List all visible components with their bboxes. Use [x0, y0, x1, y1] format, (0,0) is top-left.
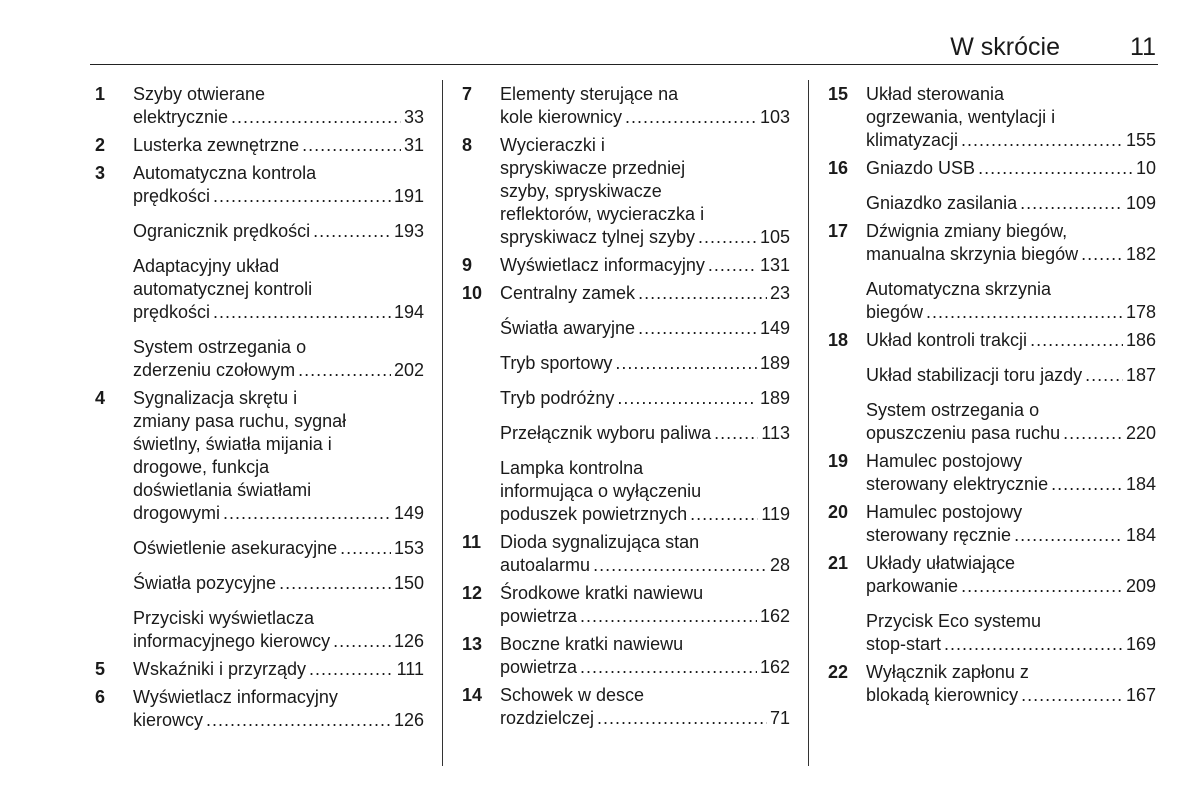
dot-leader — [638, 317, 757, 340]
entry-text: Układ kontroli trakcji — [866, 330, 1028, 350]
entry-number: 12 — [462, 583, 483, 603]
entry-text: Schowek w desce — [500, 685, 645, 705]
entry-last-line — [866, 684, 1156, 707]
entry-last-line — [500, 254, 790, 277]
entry-number: 10 — [462, 283, 483, 303]
dot-leader — [593, 554, 767, 577]
entry-text: powietrza — [500, 606, 578, 626]
dot-leader — [961, 575, 1123, 598]
index-entry — [462, 422, 790, 445]
entry-text: Automatyczna kontrola — [133, 163, 317, 183]
entry-page-number: 150 — [393, 573, 424, 593]
entry-text: Wyświetlacz informacyjny — [133, 687, 338, 707]
entry-last-line — [500, 352, 790, 375]
dot-leader — [309, 658, 394, 681]
index-entry — [828, 661, 1156, 707]
entry-page-number: 153 — [393, 538, 424, 558]
dot-leader — [698, 226, 757, 249]
entry-text: Dioda sygnalizująca stan — [500, 532, 700, 552]
entry-last-line — [866, 157, 1156, 180]
entry-text: Ogranicznik prędkości — [133, 221, 311, 241]
entry-page-number: 149 — [393, 503, 424, 523]
index-entry — [828, 329, 1156, 352]
entry-text: świetlny, światła mijania i — [133, 434, 332, 454]
entry-text: klimatyzacji — [866, 130, 959, 150]
index-entry — [462, 387, 790, 410]
entry-text: Hamulec postojowy — [866, 451, 1023, 471]
entry-text: sterowany elektrycznie — [866, 474, 1049, 494]
entry-text: informacyjnego kierowcy — [133, 631, 331, 651]
dot-leader — [978, 157, 1133, 180]
index-column-3 — [828, 83, 1156, 707]
dot-leader — [231, 106, 401, 129]
entry-page-number: 167 — [1125, 685, 1156, 705]
index-entry — [95, 658, 424, 681]
entry-last-line — [500, 106, 790, 129]
entry-page-number: 113 — [761, 423, 790, 443]
entry-page-number: 131 — [759, 255, 790, 275]
index-entry — [828, 278, 1156, 324]
entry-text: Adaptacyjny układ — [133, 256, 280, 276]
entry-last-line — [500, 605, 790, 628]
index-entry — [828, 399, 1156, 445]
entry-text: Sygnalizacja skrętu i — [133, 388, 298, 408]
entry-text: drogowe, funkcja — [133, 457, 270, 477]
entry-text: szyby, spryskiwacze — [500, 181, 662, 201]
entry-text: Boczne kratki nawiewu — [500, 634, 684, 654]
entry-text: Centralny zamek — [500, 283, 636, 303]
entry-text: Układy ułatwiające — [866, 553, 1016, 573]
dot-leader — [961, 129, 1123, 152]
entry-text: prędkości — [133, 302, 211, 322]
entry-last-line — [133, 709, 424, 732]
entry-text: Elementy sterujące na — [500, 84, 679, 104]
entry-number: 6 — [95, 687, 106, 707]
entry-text: Przyciski wyświetlacza — [133, 608, 315, 628]
entry-text: Tryb podróżny — [500, 388, 615, 408]
entry-text: elektrycznie — [133, 107, 229, 127]
entry-page-number: 109 — [1125, 193, 1156, 213]
entry-number: 3 — [95, 163, 106, 183]
entry-page-number: 184 — [1125, 474, 1156, 494]
entry-text: Układ sterowania — [866, 84, 1005, 104]
entry-text: doświetlania światłami — [133, 480, 312, 500]
entry-number: 9 — [462, 255, 473, 275]
index-entry — [95, 255, 424, 324]
entry-number: 11 — [462, 532, 482, 552]
dot-leader — [206, 709, 391, 732]
entry-page-number: 23 — [769, 283, 790, 303]
entry-last-line — [500, 226, 790, 249]
entry-page-number: 182 — [1125, 244, 1156, 264]
index-entry — [462, 317, 790, 340]
entry-page-number: 31 — [403, 135, 424, 155]
entry-number: 5 — [95, 659, 106, 679]
index-entry — [828, 610, 1156, 656]
entry-page-number: 119 — [761, 504, 790, 524]
dot-leader — [690, 503, 758, 526]
index-entry — [462, 457, 790, 526]
header-rule — [90, 64, 1158, 65]
entry-text: Przełącznik wyboru paliwa — [500, 423, 712, 443]
dot-leader — [1014, 524, 1123, 547]
entry-text: zmiany pasa ruchu, sygnał — [133, 411, 347, 431]
dot-leader — [1051, 473, 1123, 496]
index-entry — [828, 450, 1156, 496]
entry-text: autoalarmu — [500, 555, 591, 575]
entry-text: powietrza — [500, 657, 578, 677]
dot-leader — [1021, 684, 1123, 707]
dot-leader — [638, 282, 767, 305]
entry-text: Światła awaryjne — [500, 318, 636, 338]
entry-text: Wyłącznik zapłonu z — [866, 662, 1029, 682]
entry-text: parkowanie — [866, 576, 959, 596]
entry-page-number: 193 — [393, 221, 424, 241]
entry-page-number: 209 — [1125, 576, 1156, 596]
entry-page-number: 169 — [1125, 634, 1156, 654]
dot-leader — [617, 387, 757, 410]
entry-page-number: 220 — [1125, 423, 1156, 443]
entry-last-line — [133, 537, 424, 560]
entry-number: 14 — [462, 685, 483, 705]
index-entry — [95, 134, 424, 157]
dot-leader — [313, 220, 391, 243]
entry-number: 13 — [462, 634, 483, 654]
entry-last-line — [133, 630, 424, 653]
entry-last-line — [866, 243, 1156, 266]
entry-last-line — [866, 633, 1156, 656]
entry-number: 20 — [828, 502, 849, 522]
index-entry — [462, 582, 790, 628]
dot-leader — [615, 352, 757, 375]
entry-last-line — [133, 658, 424, 681]
entry-page-number: 162 — [759, 657, 790, 677]
entry-page-number: 155 — [1125, 130, 1156, 150]
entry-last-line — [866, 129, 1156, 152]
dot-leader — [279, 572, 391, 595]
entry-page-number: 71 — [769, 708, 790, 728]
entry-last-line — [133, 359, 424, 382]
index-entry — [828, 83, 1156, 152]
entry-text: Wyświetlacz informacyjny — [500, 255, 705, 275]
entry-number: 1 — [95, 84, 106, 104]
entry-page-number: 111 — [396, 659, 424, 679]
entry-text: rozdzielczej — [500, 708, 595, 728]
entry-last-line — [133, 220, 424, 243]
entry-text: Przycisk Eco systemu — [866, 611, 1042, 631]
entry-last-line — [866, 301, 1156, 324]
dot-leader — [1063, 422, 1123, 445]
column-divider — [808, 80, 809, 766]
entry-page-number: 103 — [759, 107, 790, 127]
index-entry — [95, 220, 424, 243]
entry-text: Gniazdo USB — [866, 158, 976, 178]
dot-leader — [302, 134, 401, 157]
entry-page-number: 28 — [769, 555, 790, 575]
entry-text: Lusterka zewnętrzne — [133, 135, 300, 155]
index-entry — [95, 572, 424, 595]
entry-text: Dźwignia zmiany biegów, — [866, 221, 1068, 241]
index-entry — [95, 162, 424, 208]
entry-text: automatycznej kontroli — [133, 279, 313, 299]
entry-number: 17 — [828, 221, 849, 241]
entry-page-number: 10 — [1135, 158, 1156, 178]
dot-leader — [213, 301, 391, 324]
entry-number: 22 — [828, 662, 849, 682]
entry-last-line — [500, 282, 790, 305]
entry-text: informująca o wyłączeniu — [500, 481, 702, 501]
entry-last-line — [866, 575, 1156, 598]
entry-last-line — [866, 473, 1156, 496]
entry-last-line — [500, 707, 790, 730]
dot-leader — [1030, 329, 1123, 352]
entry-text: zderzeniu czołowym — [133, 360, 296, 380]
entry-page-number: 189 — [759, 388, 790, 408]
dot-leader — [340, 537, 391, 560]
index-entry — [95, 537, 424, 560]
entry-page-number: 191 — [393, 186, 424, 206]
column-divider — [442, 80, 443, 766]
entry-text: drogowymi — [133, 503, 221, 523]
dot-leader — [597, 707, 767, 730]
entry-text: Oświetlenie asekuracyjne — [133, 538, 338, 558]
entry-text: Tryb sportowy — [500, 353, 613, 373]
dot-leader — [714, 422, 758, 445]
index-entry — [828, 157, 1156, 180]
entry-page-number: 33 — [403, 107, 424, 127]
entry-last-line — [500, 317, 790, 340]
entry-text: System ostrzegania o — [133, 337, 307, 357]
entry-last-line — [866, 329, 1156, 352]
dot-leader — [298, 359, 391, 382]
entry-text: Światła pozycyjne — [133, 573, 277, 593]
entry-last-line — [500, 554, 790, 577]
entry-last-line — [133, 185, 424, 208]
entry-number: 8 — [462, 135, 473, 155]
entry-last-line — [133, 134, 424, 157]
dot-leader — [1081, 243, 1123, 266]
entry-last-line — [133, 106, 424, 129]
entry-text: spryskiwacz tylnej szyby — [500, 227, 696, 247]
entry-text: ogrzewania, wentylacji i — [866, 107, 1056, 127]
section-title: W skrócie — [950, 33, 1060, 61]
entry-text: Lampka kontrolna — [500, 458, 644, 478]
entry-last-line — [866, 524, 1156, 547]
entry-text: prędkości — [133, 186, 211, 206]
entry-text: Wycieraczki i — [500, 135, 605, 155]
dot-leader — [944, 633, 1123, 656]
entry-last-line — [866, 364, 1156, 387]
entry-text: manualna skrzynia biegów — [866, 244, 1079, 264]
entry-text: System ostrzegania o — [866, 400, 1040, 420]
entry-page-number: 149 — [759, 318, 790, 338]
entry-number: 2 — [95, 135, 106, 155]
dot-leader — [708, 254, 757, 277]
index-entry — [828, 192, 1156, 215]
dot-leader — [580, 656, 757, 679]
entry-page-number: 126 — [393, 710, 424, 730]
index-entry — [95, 336, 424, 382]
entry-text: Gniazdko zasilania — [866, 193, 1018, 213]
index-entry — [462, 684, 790, 730]
entry-text: kierowcy — [133, 710, 204, 730]
dot-leader — [333, 630, 391, 653]
index-entry — [828, 501, 1156, 547]
entry-last-line — [866, 192, 1156, 215]
entry-page-number: 105 — [759, 227, 790, 247]
entry-text: Środkowe kratki nawiewu — [500, 583, 704, 603]
entry-page-number: 162 — [759, 606, 790, 626]
index-entry — [95, 686, 424, 732]
entry-page-number: 178 — [1125, 302, 1156, 322]
entry-text: spryskiwacze przedniej — [500, 158, 686, 178]
dot-leader — [223, 502, 391, 525]
entry-text: sterowany ręcznie — [866, 525, 1012, 545]
index-entry — [462, 352, 790, 375]
entry-last-line — [133, 301, 424, 324]
index-entry — [462, 134, 790, 249]
entry-text: kole kierownicy — [500, 107, 623, 127]
index-column-2 — [462, 83, 790, 730]
dot-leader — [926, 301, 1123, 324]
dot-leader — [1020, 192, 1123, 215]
entry-number: 4 — [95, 388, 106, 408]
index-column-1 — [95, 83, 424, 732]
entry-number: 15 — [828, 84, 849, 104]
dot-leader — [580, 605, 757, 628]
entry-page-number: 189 — [759, 353, 790, 373]
entry-page-number: 184 — [1125, 525, 1156, 545]
dot-leader — [213, 185, 391, 208]
entry-text: Szyby otwierane — [133, 84, 266, 104]
entry-last-line — [500, 503, 790, 526]
entry-text: opuszczeniu pasa ruchu — [866, 423, 1061, 443]
entry-page-number: 187 — [1125, 365, 1156, 385]
entry-last-line — [133, 502, 424, 525]
entry-page-number: 202 — [393, 360, 424, 380]
entry-text: Wskaźniki i przyrządy — [133, 659, 307, 679]
index-entry — [95, 83, 424, 129]
page-number: 11 — [1130, 33, 1156, 61]
entry-last-line — [133, 572, 424, 595]
index-entry — [828, 220, 1156, 266]
entry-last-line — [866, 422, 1156, 445]
entry-last-line — [500, 422, 790, 445]
entry-text: Hamulec postojowy — [866, 502, 1023, 522]
entry-page-number: 186 — [1125, 330, 1156, 350]
entry-text: reflektorów, wycieraczka i — [500, 204, 705, 224]
index-entry — [462, 282, 790, 305]
entry-text: Automatyczna skrzynia — [866, 279, 1052, 299]
entry-page-number: 126 — [393, 631, 424, 651]
dot-leader — [625, 106, 757, 129]
entry-number: 18 — [828, 330, 849, 350]
index-entry — [828, 552, 1156, 598]
entry-number: 7 — [462, 84, 473, 104]
index-entry — [462, 531, 790, 577]
entry-text: biegów — [866, 302, 924, 322]
entry-last-line — [500, 656, 790, 679]
entry-text: stop-start — [866, 634, 942, 654]
index-entry — [462, 633, 790, 679]
index-entry — [95, 607, 424, 653]
index-entry — [828, 364, 1156, 387]
entry-text: Układ stabilizacji toru jazdy — [866, 365, 1083, 385]
entry-number: 16 — [828, 158, 849, 178]
entry-number: 19 — [828, 451, 849, 471]
entry-number: 21 — [828, 553, 849, 573]
entry-page-number: 194 — [393, 302, 424, 322]
entry-text: blokadą kierownicy — [866, 685, 1019, 705]
entry-last-line — [500, 387, 790, 410]
entry-text: poduszek powietrznych — [500, 504, 688, 524]
index-entry — [95, 387, 424, 525]
index-entry — [462, 83, 790, 129]
dot-leader — [1085, 364, 1123, 387]
index-entry — [462, 254, 790, 277]
